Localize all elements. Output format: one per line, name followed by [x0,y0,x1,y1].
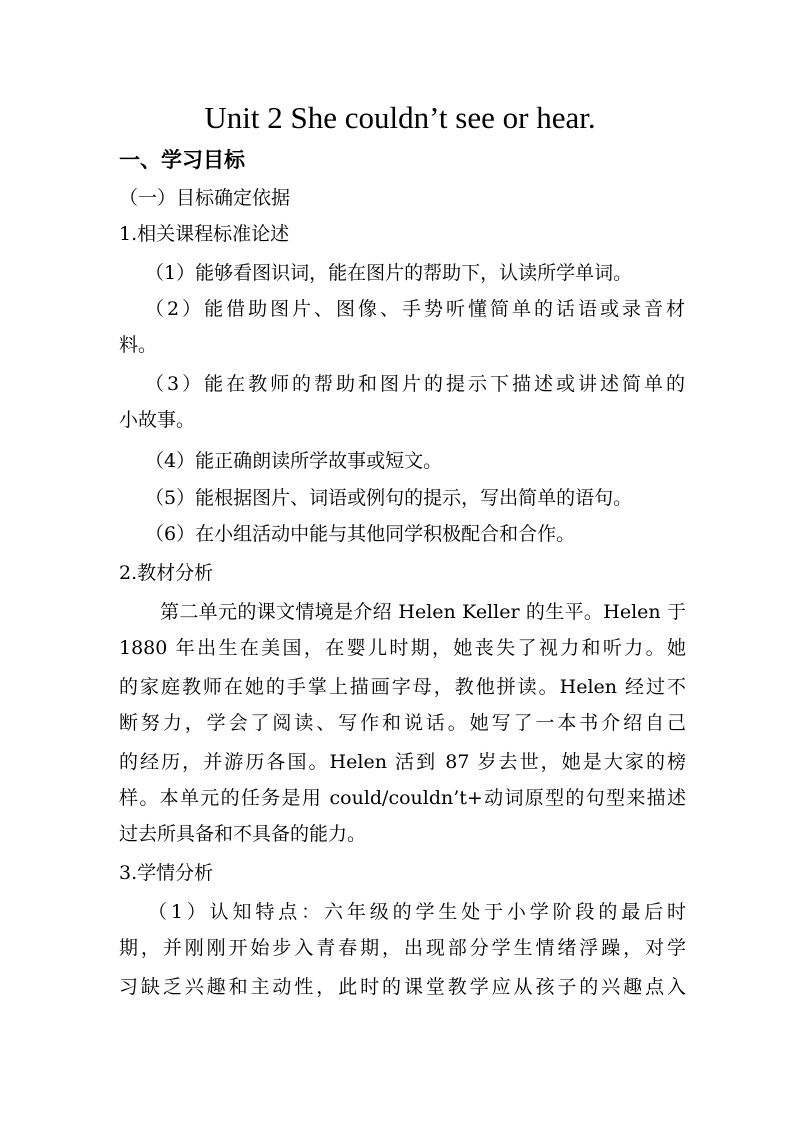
standard-line: （3）能在教师的帮助和图片的提示下描述或讲述简单的 [145,373,685,395]
standard-line: （6）在小组活动中能与其他同学积极配合和合作。 [145,523,576,545]
standard-line: 小故事。 [119,409,196,431]
paragraph-line: 过去所具备和不具备的能力。 [119,823,367,845]
standard-line: （4）能正确朗读所学故事或短文。 [145,450,443,472]
item-heading-standards: 1.相关课程标准论述 [119,223,290,245]
item-heading-textbook-analysis: 2.教材分析 [119,562,214,584]
paragraph-line: 习缺乏兴趣和主动性，此时的课堂教学应从孩子的兴趣点入 [119,976,686,998]
paragraph-line: 断努力，学会了阅读、写作和说话。她写了一本书介绍自己 [119,712,686,734]
paragraph-line: 第二单元的课文情境是介绍 Helen Keller 的生平。Helen 于 [160,601,686,623]
standard-line: 料。 [119,334,158,356]
paragraph-line: 样。本单元的任务是用 could/couldn’t+动词原型的句型来描述 [119,787,686,809]
paragraph-line: 的家庭教师在她的手掌上描画字母，教他拼读。Helen 经过不 [119,676,686,698]
standard-line: （2）能借助图片、图像、手势听懂简单的话语或录音材 [145,298,685,320]
paragraph-line: （1）认知特点：六年级的学生处于小学阶段的最后时 [148,901,686,923]
standard-line: （5）能根据图片、词语或例句的提示，写出简单的语句。 [145,487,633,509]
document-title: Unit 2 She couldn’t see or hear. [204,100,596,135]
standard-line: （1）能够看图识词，能在图片的帮助下，认读所学单词。 [145,262,633,284]
paragraph-line: 1880 年出生在美国，在婴儿时期，她丧失了视力和听力。她 [119,637,686,659]
paragraph-line: 的经历，并游历各国。Helen 活到 87 岁去世，她是大家的榜 [119,751,686,773]
paragraph-line: 期，并刚刚开始步入青春期，出现部分学生情绪浮躁，对学 [119,937,686,959]
section-heading-objectives: 一、学习目标 [119,148,245,172]
sub-heading-basis: （一）目标确定依据 [119,187,291,209]
item-heading-learner-analysis: 3.学情分析 [119,862,214,884]
